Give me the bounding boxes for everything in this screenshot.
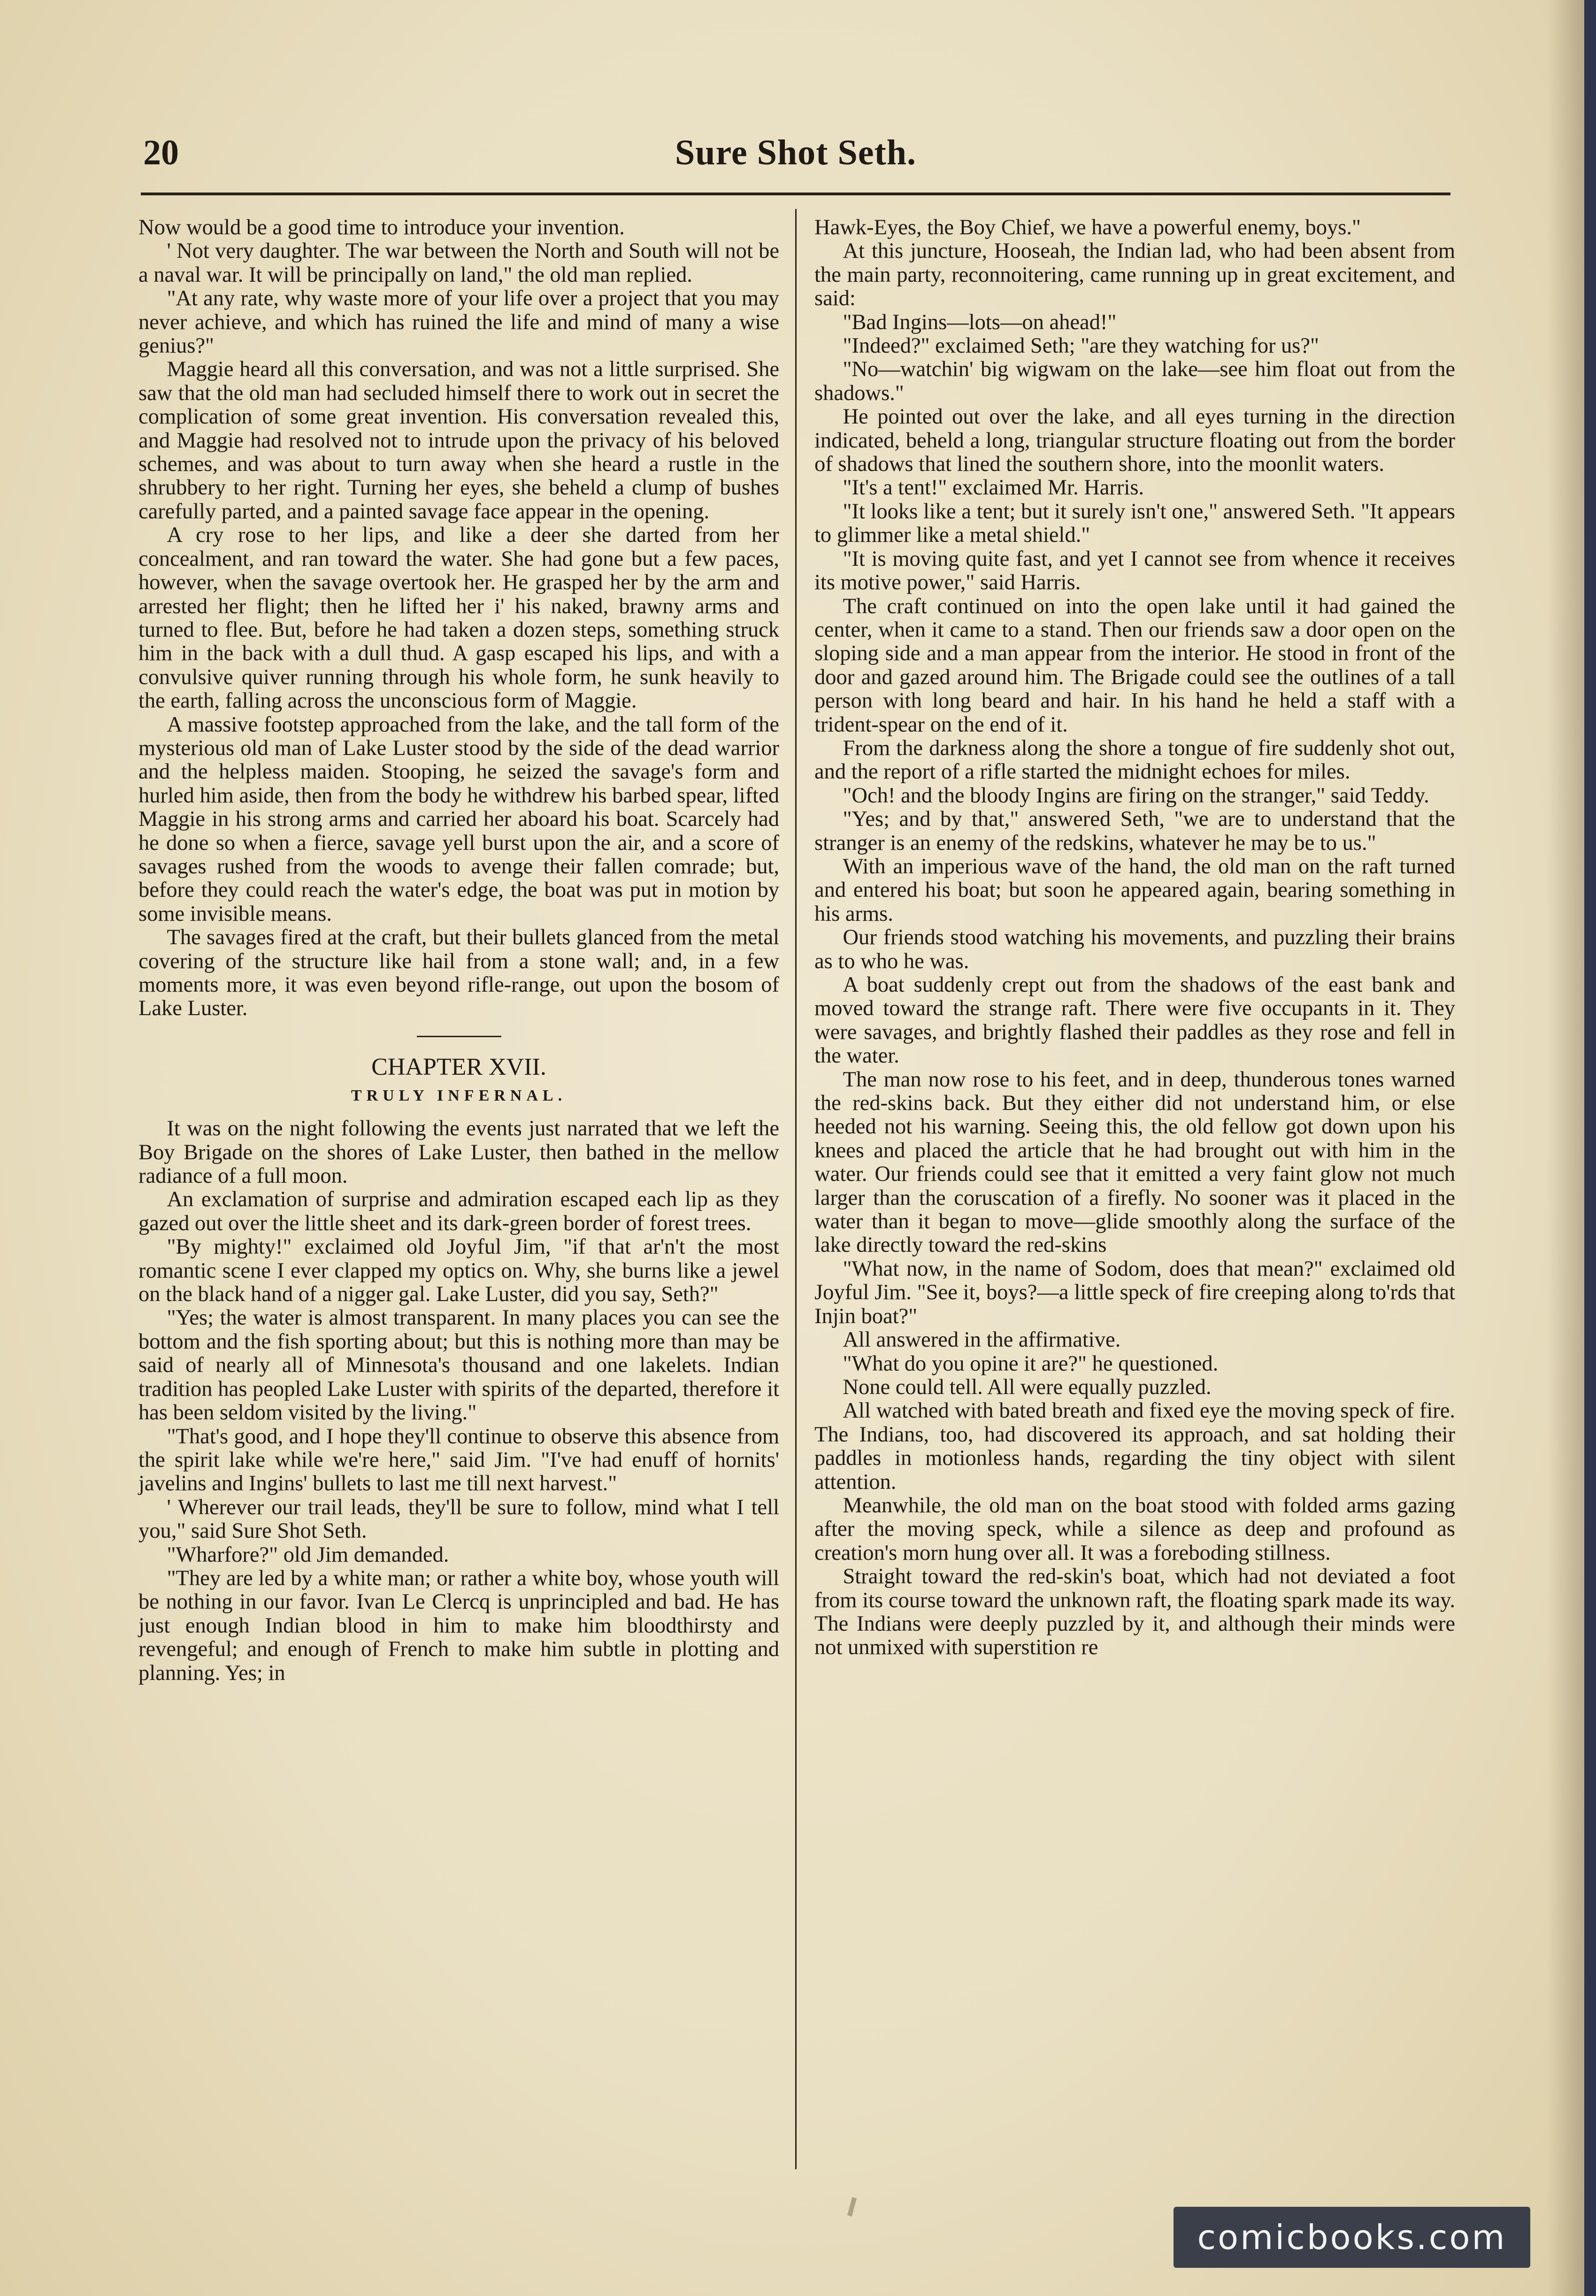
paragraph: "Bad Ingins—lots—on ahead!" [843, 310, 1117, 334]
paragraph: Meanwhile, the old man on the boat stood with folded arms gazing after the moving speck, while a silence as deep and profound as creation's morn hung over all. It was a foreboding stillness. [814, 1493, 1455, 1565]
paragraph: An exclamation of surprise and admiration escaped each lip as they gazed out over the little sheet and its dark-green border of forest trees. [138, 1187, 779, 1235]
paragraph: Now would be a good time to introduce your invention. [138, 216, 625, 239]
paragraph: "Och! and the bloody Ingins are firing on the stranger," said Teddy. [843, 783, 1429, 808]
header-rule [141, 193, 1450, 195]
page-number: 20 [143, 133, 179, 172]
paragraph: "What now, in the name of Sodom, does that mean?" exclaimed old Joyful Jim. "See it, boys?—a little speck of fire creeping along to'rds that Injin boat?" [814, 1256, 1455, 1328]
paragraph: A cry rose to her lips, and like a deer she darted from her concealment, and ran toward the water. She had gone but a few paces, however, when the savage overtook her. He grasped her by the arm and arrested her flight; then he lifted her i' his naked, brawny arms and turned to flee. But, before he had taken a dozen steps, something struck him in the back with a dull thud. A gasp escaped his lips, and with a convulsive quiver running through his whole form, he sunk heavily to the earth, falling across the unconscious form of Maggie. [138, 523, 779, 713]
paragraph: From the darkness along the shore a tongue of fire suddenly shot out, and the report of a rifle started the midnight echoes for miles. [814, 736, 1455, 784]
paragraph: ' Not very daughter. The war between the North and South will not be a naval war. It will be principally on land," the old man replied. [138, 239, 779, 287]
right-column [814, 216, 1455, 1660]
paragraph: Straight toward the red-skin's boat, which had not deviated a foot from its course toward the unknown raft, the floating spark made its way. The Indians were deeply puzzled by it, and although their minds were not unmixed with superstition re [814, 1564, 1455, 1660]
paragraph: "They are led by a white man; or rather a white boy, whose youth will be nothing in our favor. Ivan Le Clercq is unprincipled and bad. He has just enough Indian blood in him to make him bloodthirsty and revengeful; and enough of French to make him subtle in plotting and planning. Yes; in [138, 1566, 779, 1685]
paragraph: "That's good, and I hope they'll continue to observe this absence from the spirit lake while we're here," said Jim. "I've had enuff of hornits' javelins and Ingins' bullets to last me till next harvest." [138, 1424, 779, 1496]
paragraph: All watched with bated breath and fixed eye the moving speck of fire. The Indians, too, had discovered its approach, and sat holding their paddles in motionless hands, regarding the tiny object with silent attention. [814, 1399, 1455, 1494]
left-column [138, 216, 779, 1685]
paragraph: A boat suddenly crept out from the shadows of the east bank and moved toward the strange raft. There were five occupants in it. They were savages, and brightly flashed their paddles as they rose and fell in the water. [814, 973, 1455, 1068]
ink-mark [847, 2197, 857, 2216]
paragraph: With an imperious wave of the hand, the old man on the raft turned and entered his boat; but soon he appeared again, bearing something in his arms. [814, 854, 1455, 926]
paragraph: "Yes; and by that," answered Seth, "we are to understand that the stranger is an enemy of the redskins, whatever he may be to us." [814, 807, 1455, 855]
chapter-separator [417, 1036, 501, 1037]
column-divider [795, 209, 797, 2169]
paragraph: "It looks like a tent; but it surely isn't one," answered Seth. "It appears to glimmer like a metal shield." [814, 499, 1455, 547]
paragraph: ' Wherever our trail leads, they'll be sure to follow, mind what I tell you," said Sure Shot Seth. [138, 1495, 779, 1543]
paragraph: All answered in the affirmative. [843, 1328, 1121, 1352]
running-title: Sure Shot Seth. [675, 133, 917, 172]
watermark-text: comicbooks.com [1197, 2218, 1507, 2257]
page-header [143, 132, 1448, 179]
paragraph: At this juncture, Hooseah, the Indian lad, who had been absent from the main party, reconnoitering, came running up in great excitement, and said: [814, 239, 1455, 311]
paragraph: "Wharfore?" old Jim demanded. [167, 1542, 449, 1567]
paragraph: Maggie heard all this conversation, and was not a little surprised. She saw that the old man had secluded himself there to work out in secret the complication of some great invention. His conversation revealed this, and Maggie had resolved not to intrude upon the privacy of his beloved schemes, and was about to turn away when she heard a rustle in the shrubbery to her right. Turning her eyes, she beheld a clump of bushes carefully parted, and a painted savage face appear in the opening. [138, 357, 779, 524]
paragraph: The man now rose to his feet, and in deep, thunderous tones warned the red-skins back. But they either did not understand him, or else heeded not his warning. Seeing this, the old fellow got down upon his knees and placed the article that he had brought out with him in the water. Our friends could see that it emitted a very faint glow not much larger than the coruscation of a firefly. No sooner was it placed in the water than it began to move—glide smoothly along the surface of the lake directly toward the red-skins [814, 1067, 1455, 1257]
chapter-title: CHAPTER XVII. [371, 1053, 546, 1080]
paragraph: "What do you opine it are?" he questioned. [843, 1351, 1219, 1376]
paragraph: "By mighty!" exclaimed old Joyful Jim, "if that ar'n't the most romantic scene I ever clapped my optics on. Why, she burns like a jewel on the black hand of a nigger gal. Lake Luster, did you say, Seth?" [138, 1235, 779, 1307]
paragraph: "It's a tent!" exclaimed Mr. Harris. [843, 476, 1144, 500]
paragraph: "No—watchin' big wigwam on the lake—see him float out from the shadows." [814, 357, 1455, 405]
paragraph: None could tell. All were equally puzzled. [843, 1375, 1212, 1399]
paragraph: The savages fired at the craft, but their bullets glanced from the metal covering of the structure like hail from a stone wall; and, in a few moments more, it was even beyond rifle-range, out upon the bosom of Lake Luster. [138, 925, 779, 1021]
chapter-subtitle: TRULY INFERNAL. [351, 1086, 567, 1104]
page-edge-shadow [1547, 0, 1584, 2296]
watermark-logo [1174, 2207, 1530, 2268]
paragraph: The craft continued on into the open lake until it had gained the center, when it came to a stand. Then our friends saw a door open on the sloping side and a man appear from the interior. He stood in front of the door and gazed around him. The Brigade could see the outlines of a tall person with long beard and hair. In his hand he held a staff with a trident-spear on the end of it. [814, 594, 1455, 737]
paragraph: He pointed out over the lake, and all eyes turning in the direction indicated, beheld a long, triangular structure floating out from the border of shadows that lined the southern shore, into the moonlit waters. [814, 405, 1455, 477]
paragraph: "Indeed?" exclaimed Seth; "are they watching for us?" [843, 334, 1320, 358]
paragraph: It was on the night following the events just narrated that we left the Boy Brigade on the shores of Lake Luster, then bathed in the mellow radiance of a full moon. [138, 1117, 779, 1188]
paragraph: Hawk-Eyes, the Boy Chief, we have a powerful enemy, boys." [814, 216, 1361, 239]
paragraph: A massive footstep approached from the lake, and the tall form of the mysterious old man of Lake Luster stood by the side of the dead warrior and the helpless maiden. Stooping, he seized the savage's form and hurled him aside, then from the body he withdrew his barbed spear, lifted Maggie in his strong arms and carried her aboard his boat. Scarcely had he done so when a fierce, savage yell burst upon the air, and a score of savages rushed from the woods to avenge their fallen comrade; but, before they could reach the water's edge, the boat was put in motion by some invisible means. [138, 712, 779, 926]
paragraph: "Yes; the water is almost transparent. In many places you can see the bottom and the fish sporting about; but this is nothing more than may be said of nearly all of Minnesota's thousand and one lakelets. Indian tradition has peopled Lake Luster with spirits of the departed, therefore it has been seldom visited by the living." [138, 1306, 779, 1425]
paragraph: "At any rate, why waste more of your life over a project that you may never achieve, and which has ruined the life and mind of many a wise genius?" [138, 286, 779, 358]
paragraph: Our friends stood watching his movements, and puzzling their brains as to who he was. [814, 925, 1455, 973]
paragraph: "It is moving quite fast, and yet I cannot see from whence it receives its motive power," said Harris. [814, 547, 1455, 595]
